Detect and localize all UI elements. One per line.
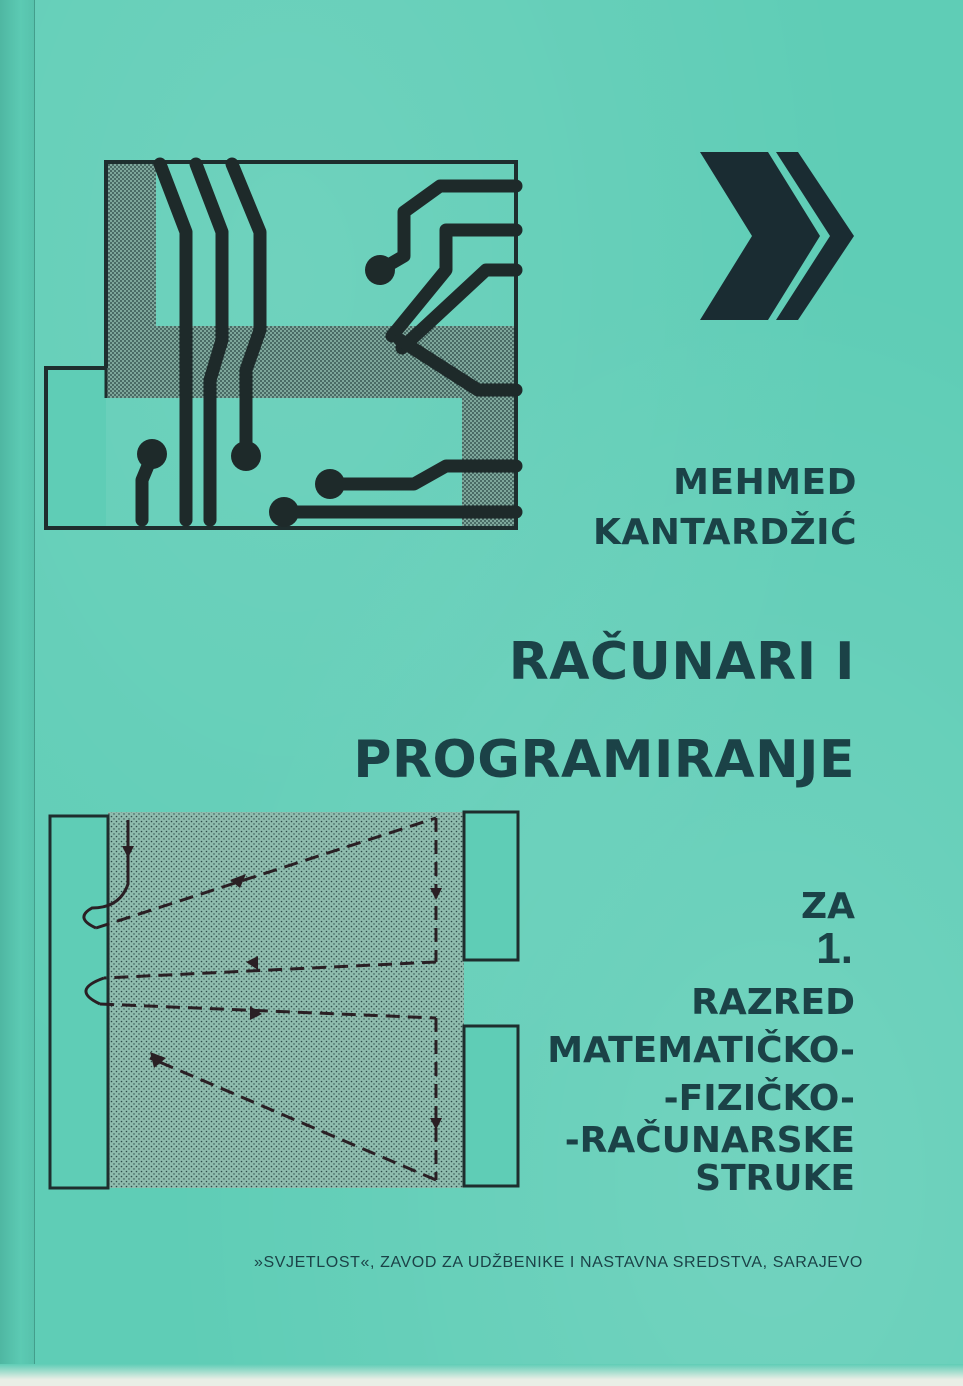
- subtitle-line-5: STRUKE: [695, 1158, 855, 1199]
- title-line-2: PROGRAMIRANJE: [353, 730, 855, 790]
- circuit-board-illustration: [46, 162, 516, 528]
- cover-bottom-edge: [0, 1364, 963, 1386]
- scan-pattern-diagram: [50, 812, 518, 1188]
- author-first-name: MEHMED: [673, 462, 857, 503]
- grade-number: 1.: [816, 924, 853, 973]
- double-chevron-logo: [700, 152, 854, 320]
- publisher-line: »SVJETLOST«, ZAVOD ZA UDŽBENIKE I NASTAVNA SREDSTVA, SARAJEVO: [254, 1254, 863, 1271]
- for-label: ZA: [801, 886, 855, 927]
- title-line-1: RAČUNARI I: [508, 632, 855, 692]
- subtitle-line-2: MATEMATIČKO-: [547, 1030, 855, 1071]
- author-last-name: KANTARDŽIĆ: [592, 512, 857, 553]
- subtitle-line-1: RAZRED: [691, 982, 855, 1023]
- subtitle-line-3: -FIZIČKO-: [663, 1078, 855, 1119]
- subtitle-line-4: -RAČUNARSKE: [564, 1120, 855, 1161]
